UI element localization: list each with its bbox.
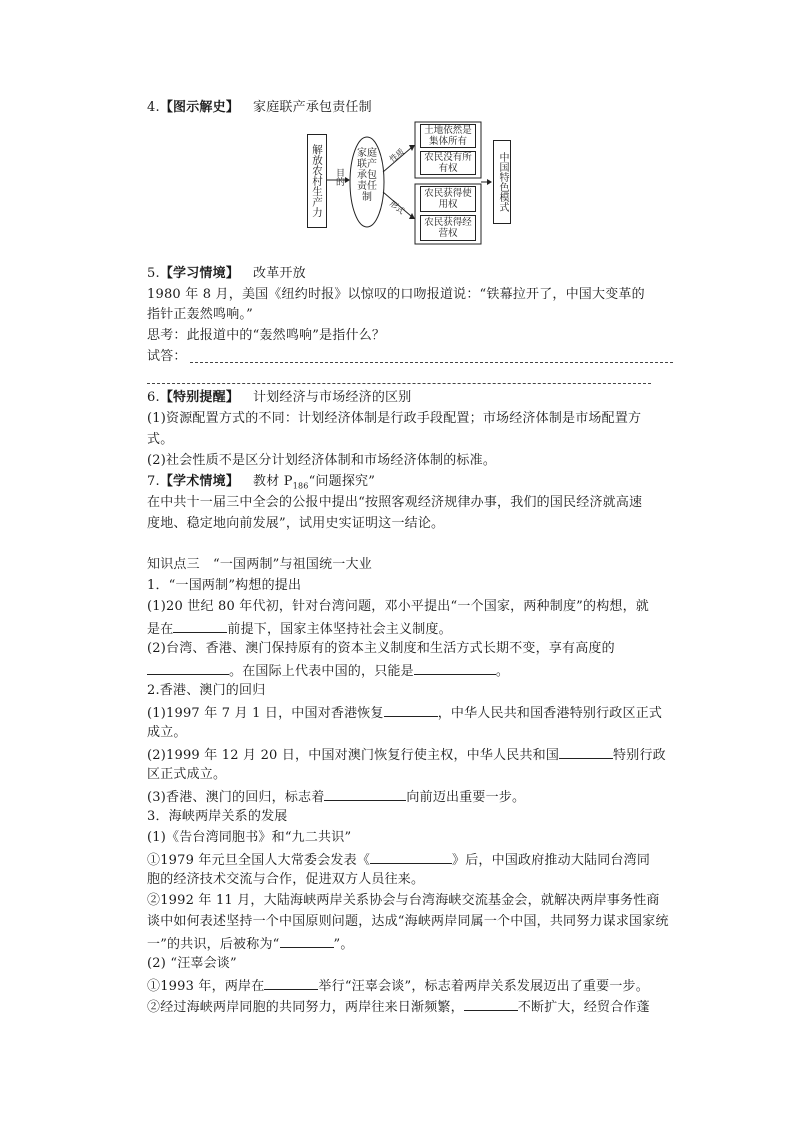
paragraph-line: 。在国际上代表中国的，只能是 。 — [147, 662, 509, 680]
section-5-heading — [147, 266, 306, 282]
fill-blank[interactable] — [384, 704, 438, 717]
fill-blank[interactable] — [324, 788, 406, 801]
section-title: 教材 P — [253, 474, 293, 489]
responsibility-system-diagram — [305, 120, 515, 246]
section-6-heading — [147, 390, 411, 406]
page-subscript: 186 — [292, 481, 309, 491]
fill-blank[interactable] — [414, 662, 496, 675]
section-tag: 【特别提醒】 — [159, 390, 240, 405]
diagram-box-2: 农民没有所有权 — [420, 151, 476, 175]
answer-line[interactable] — [190, 362, 673, 363]
paragraph-line: ①1979 年元旦全国人大常委会发表《 》后，中国政府推动大陆同台湾同 — [147, 853, 651, 868]
subsection-subtitle: (1)《告台湾同胞书》和“九二共识” — [147, 830, 352, 845]
purpose-box: 解放农村生产力 — [307, 134, 327, 228]
section-title: 家庭联产承包责任制 — [253, 100, 372, 115]
paragraph-line: 是在 前提下，国家主体坚持社会主义制度。 — [147, 622, 452, 637]
subsection-title: 2.香港、澳门的回归 — [147, 683, 266, 698]
section-tag: 【图示解史】 — [159, 100, 240, 115]
form-label: 形式 — [387, 199, 407, 216]
purpose-label: 目的 — [334, 168, 344, 186]
fill-blank[interactable] — [559, 746, 613, 759]
section-7-heading — [147, 474, 375, 495]
diagram-box-1: 土地依然是集体所有 — [420, 124, 476, 148]
paragraph-line: 谈中如何表述坚持一个中国原则问题，达成“海峡两岸同属一个中国，共同努力谋求国家统 — [147, 914, 669, 929]
fill-blank[interactable] — [280, 935, 334, 948]
section-tag: 【学术情境】 — [159, 474, 240, 489]
answer-label: 试答： — [147, 349, 187, 364]
nature-label: 性质 — [387, 147, 407, 164]
paragraph-line: (1)资源配置方式的不同：计划经济体制是行政手段配置；市场经济体制是市场配置方 — [147, 411, 642, 426]
answer-line[interactable] — [147, 383, 651, 384]
paragraph-line: 式。 — [147, 432, 174, 447]
center-node: 家庭联产承包责任制 — [357, 148, 377, 203]
paragraph-line: (2)社会性质不是区分计划经济体制和市场经济体制的标准。 — [147, 453, 497, 468]
paragraph-line: (2)1999 年 12 月 20 日，中国对澳门恢复行使主权，中华人民共和国 特别行政 — [147, 748, 666, 763]
section-number: 4. — [147, 100, 160, 115]
section-title-suffix: “问题探究” — [308, 474, 376, 489]
fill-blank[interactable] — [147, 662, 229, 675]
paragraph-line: 指针正轰然鸣响。” — [147, 307, 253, 322]
fill-blank[interactable] — [264, 977, 318, 990]
fill-blank[interactable] — [370, 851, 452, 864]
section-4-heading — [147, 100, 372, 116]
paragraph-line: ①1993 年，两岸在 举行“汪辜会谈”，标志着两岸关系发展迈出了重要一步。 — [147, 979, 649, 994]
diagram-box-3: 农民获得使用权 — [420, 186, 476, 212]
paragraph-line: (3)香港、澳门的回归，标志着 向前迈出重要一步。 — [147, 790, 526, 805]
paragraph-line: (2)台湾、香港、澳门保持原有的资本主义制度和生活方式长期不变，享有高度的 — [147, 641, 615, 656]
paragraph-line: 思考：此报道中的“轰然鸣响”是指什么？ — [147, 328, 386, 343]
section-number: 6. — [147, 390, 160, 405]
paragraph-line: 一”的共识，后被称为“ ”。 — [147, 937, 354, 952]
section-number: 7. — [147, 474, 160, 489]
paragraph-line: 胞的经济技术交流与合作，促进双方人员往来。 — [147, 872, 425, 887]
paragraph-line: (1)20 世纪 80 年代初，针对台湾问题，邓小平提出“一个国家，两种制度”的构想，就 — [147, 599, 649, 614]
fill-blank[interactable] — [464, 998, 518, 1011]
paragraph-line: ②1992 年 11 月，大陆海峡两岸关系协会与台湾海峡交流基金会，就解决两岸事务性商 — [147, 893, 660, 908]
result-box: 中国特色模式 — [493, 140, 511, 224]
section-tag: 【学习情境】 — [159, 266, 240, 281]
section-title: 改革开放 — [253, 266, 306, 281]
subsection-title: 3．海峡两岸关系的发展 — [147, 809, 288, 824]
paragraph-line: 1980 年 8 月，美国《纽约时报》以惊叹的口吻报道说：“铁幕拉开了，中国大变革的 — [147, 287, 645, 302]
subsection-title: 1．“一国两制”构想的提出 — [147, 578, 302, 593]
paragraph-line: ②经过海峡两岸同胞的共同努力，两岸往来日渐频繁， 不断扩大，经贸合作蓬 — [147, 1000, 650, 1015]
knowledge-point-heading: 知识点三 “一国两制”与祖国统一大业 — [147, 557, 372, 572]
subsection-subtitle: (2) “汪辜会谈” — [147, 956, 237, 971]
section-number: 5. — [147, 266, 160, 281]
section-title: 计划经济与市场经济的区别 — [253, 390, 412, 405]
paragraph-line: 成立。 — [147, 725, 187, 740]
paragraph-line: 在中共十一届三中全会的公报中提出“按照客观经济规律办事，我们的国民经济就高速 — [147, 495, 643, 510]
paragraph-line: (1)1997 年 7 月 1 日，中国对香港恢复 ，中华人民共和国香港特别行政区正式 — [147, 706, 663, 721]
fill-blank[interactable] — [173, 620, 227, 633]
diagram-box-4: 农民获得经营权 — [420, 215, 476, 241]
paragraph-line: 度地、稳定地向前发展”，试用史实证明这一结论。 — [147, 516, 445, 531]
paragraph-line: 区正式成立。 — [147, 767, 227, 782]
